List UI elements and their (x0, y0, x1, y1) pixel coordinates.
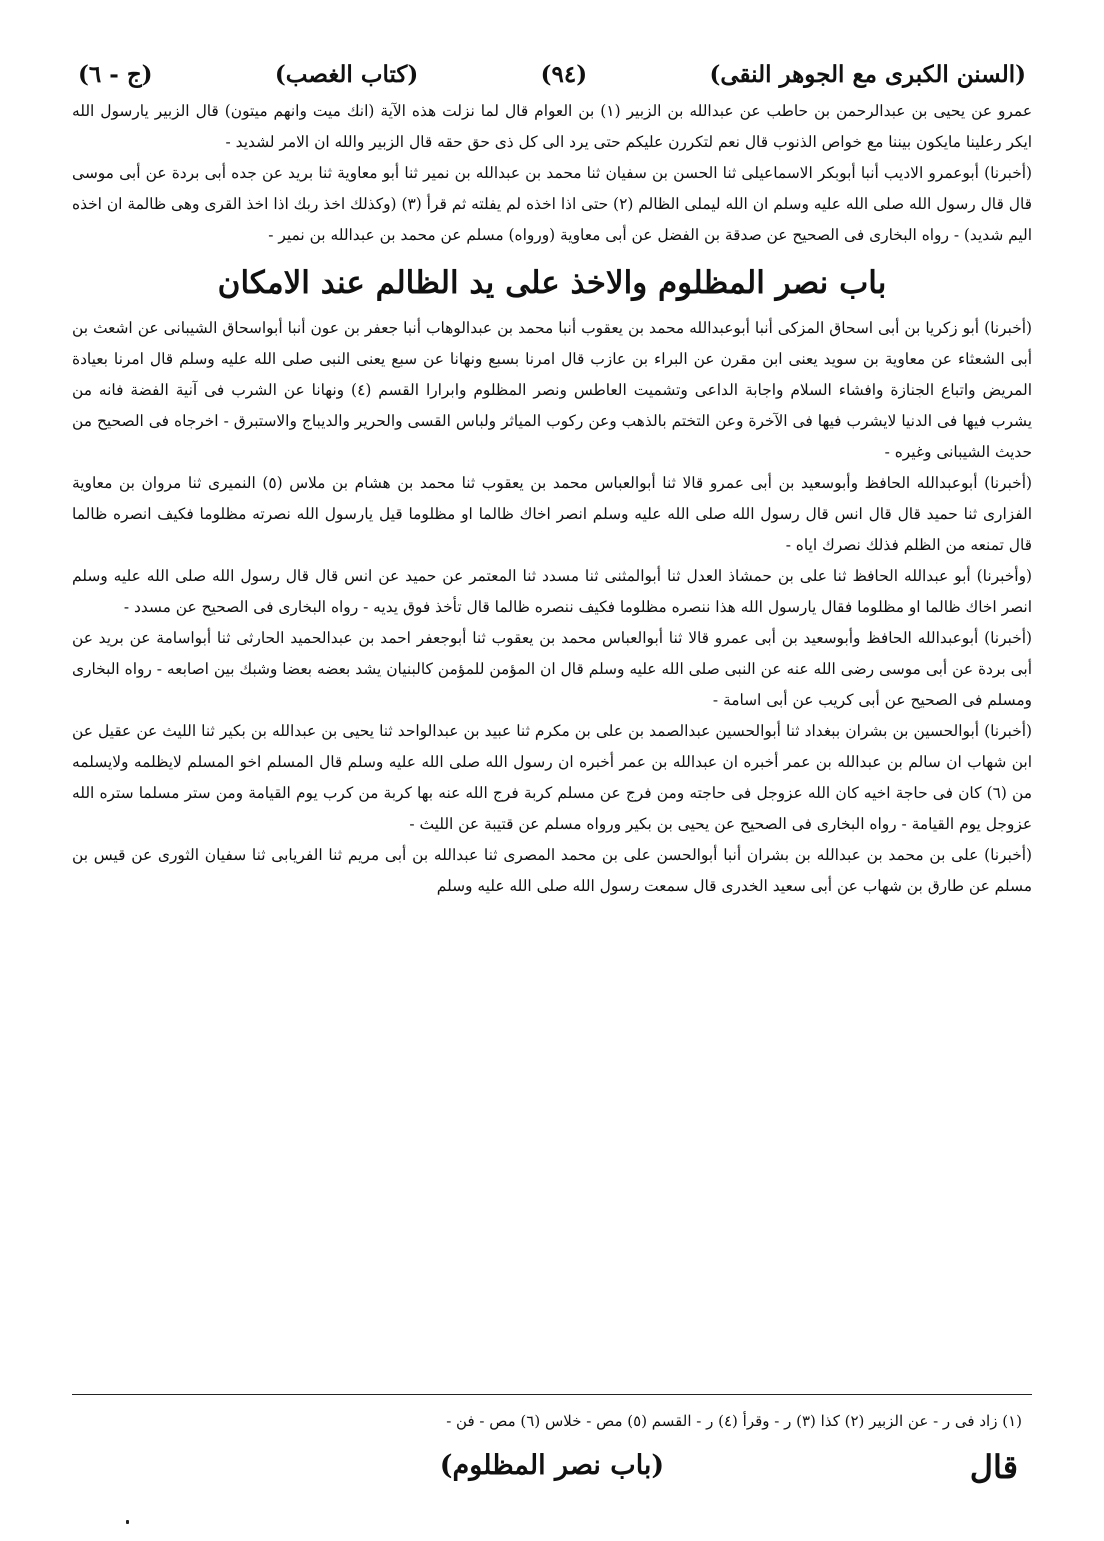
volume-number: (ج - ٦) (78, 60, 153, 88)
chapter-title: باب نصر المظلوم والاخذ على يد الظالم عند الامكان (217, 265, 887, 301)
chapter-paragraph-3: (وأخبرنا) أبو عبدالله الحافظ ثنا على بن حمشاذ العدل ثنا أبوالمثنى ثنا مسدد ثنا المعتمر عن حميد عن انس قال قال رسول الله صلى الله عليه وسلم انصر اخاك ظالما او مظلوما فقال يارسول الله هذا ننصره مظلوما فكيف ننصره ظالما قال تأخذ فوق يديه - رواه البخارى فى الصحيح عن مسدد - (72, 567, 1032, 616)
footnote-divider (72, 1394, 1032, 1395)
running-footer-title: (باب نصر المظلوم) (439, 1450, 665, 1481)
page-footer (72, 1448, 1032, 1498)
chapter-paragraph-6: (أخبرنا) على بن محمد بن عبدالله بن بشران أنبا أبوالحسن على بن محمد المصرى ثنا عبدالله بن أبى مريم ثنا الفريابى ثنا سفيان الثورى عن قيس بن مسلم عن طارق بن شهاب عن أبى سعيد الخدرى قال سمعت رسول الله صلى الله عليه وسلم (72, 846, 1032, 895)
footnotes: (١) زاد فى ر - عن الزبير (٢) كذا (٣) ر - وقرأ (٤) ر - القسم (٥) مص - خلاس (٦) مص - فن - (446, 1412, 1022, 1430)
ink-speck (126, 1520, 129, 1524)
paragraph-2: (أخبرنا) أبوعمرو الاديب أنبا أبوبكر الاسماعيلى ثنا الحسن بن سفيان ثنا محمد بن عبدالله بن نمير ثنا أبو معاوية ثنا بريد عن جده أبى بردة عن أبى موسى قال قال رسول الله صلى الله عليه وسلم ان الله ليملى الظالم (٢) حتى اذا اخذه لم يفلته ثم قرأ (٣) (وكذلك اخذ ربك اذا اخذ القرى وهى ظالمة ان اخذه اليم شديد) - رواه البخارى فى الصحيح عن صدقة بن الفضل عن أبى معاوية (ورواه) مسلم عن محمد بن عبدالله بن نمير - (72, 164, 1033, 244)
page-number: (٩٤) (540, 60, 588, 88)
paragraph-1: عمرو عن يحيى بن عبدالرحمن بن حاطب عن عبدالله بن الزبير (١) بن العوام قال لما نزلت هذه الآية (انك ميت وانهم ميتون) قال الزبير يارسول الله ايكر رعلينا مايكون بيننا مع خواص الذنوب قال نعم لتكررن عليكم حتى يرد الى كل ذى حق حقه قال الزبير والله ان الامر لشديد - (72, 102, 1033, 151)
kitab-title: (كتاب الغصب) (274, 60, 419, 88)
catchword: قال (969, 1448, 1018, 1486)
chapter-paragraph-4: (أخبرنا) أبوعبدالله الحافظ وأبوسعيد بن أبى عمرو قالا ثنا أبوالعباس محمد بن يعقوب ثنا أبوجعفر احمد بن عبدالحميد الحارثى ثنا أبواسامة عن بريد عن أبى بردة عن أبى موسى رضى الله عنه عن النبى صلى الله عليه وسلم قال ان المؤمن للمؤمن كالبنيان يشد بعضه بعضا وشبك بين اصابعه - رواه البخارى ومسلم فى الصحيح عن أبى كريب عن أبى اسامة - (72, 629, 1032, 709)
running-header (72, 52, 1032, 96)
chapter-paragraph-1: (أخبرنا) أبو زكريا بن أبى اسحاق المزكى أنبا أبوعبدالله محمد بن يعقوب أنبا محمد بن عبدالوهاب أنبا جعفر بن عون أنبا أبواسحاق الشيبانى عن اشعث بن أبى الشعثاء عن معاوية بن سويد يعنى ابن مقرن عن البراء بن عازب قال امرنا بسبع ونهانا عن سبع يعنى النبى صلى الله عليه وسلم قال امرنا بعيادة المريض واتباع الجنازة وافشاء السلام واجابة الداعى وتشميت العاطس ونصر المظلوم وابرارا القسم (٤) ونهانا عن الشرب فى آنية الفضة فانه من يشرب فيها فى الدنيا لايشرب فيها فى الآخرة وعن التختم بالذهب وعن ركوب المياثر ولباس القسى والحرير والديباج والاستبرق - اخرجاه فى الصحيح من حديث الشيبانى وغيره - (72, 319, 1032, 461)
book-title: (السنن الكبرى مع الجوهر النقى) (709, 60, 1026, 88)
chapter-paragraph-5: (أخبرنا) أبوالحسين بن بشران ببغداد ثنا أبوالحسين عبدالصمد بن على بن مكرم ثنا عبيد بن عبدالواحد ثنا يحيى بن عبدالله بن بكير ثنا الليث عن عقيل عن ابن شهاب ان سالم بن عبدالله بن عمر أخبره ان عبدالله بن عمر أخبره ان رسول الله صلى الله عليه وسلم قال المسلم اخو المسلم لايظلمه ولايسلمه من (٦) كان فى حاجة اخيه كان الله عزوجل فى حاجته ومن فرج عن مسلم كربة فرج الله عنه بها كربة من كرب يوم القيامة ومن ستر مسلما ستره الله عزوجل يوم القيامة - رواه البخارى فى الصحيح عن يحيى بن بكير ورواه مسلم عن قتيبة عن الليث - (72, 722, 1032, 833)
chapter-paragraph-2: (أخبرنا) أبوعبدالله الحافظ وأبوسعيد بن أبى عمرو قالا ثنا أبوالعباس محمد بن يعقوب ثنا محمد بن هشام بن ملاس (٥) النميرى ثنا مروان بن معاوية الفزارى ثنا حميد قال قال انس قال رسول الله صلى الله عليه وسلم انصر اخاك ظالما او مظلوما قيل يارسول الله نصرته مظلوما فكيف انصره ظالما قال تمنعه من الظلم فذلك نصرك اياه - (72, 474, 1032, 554)
page-body (72, 52, 1032, 902)
